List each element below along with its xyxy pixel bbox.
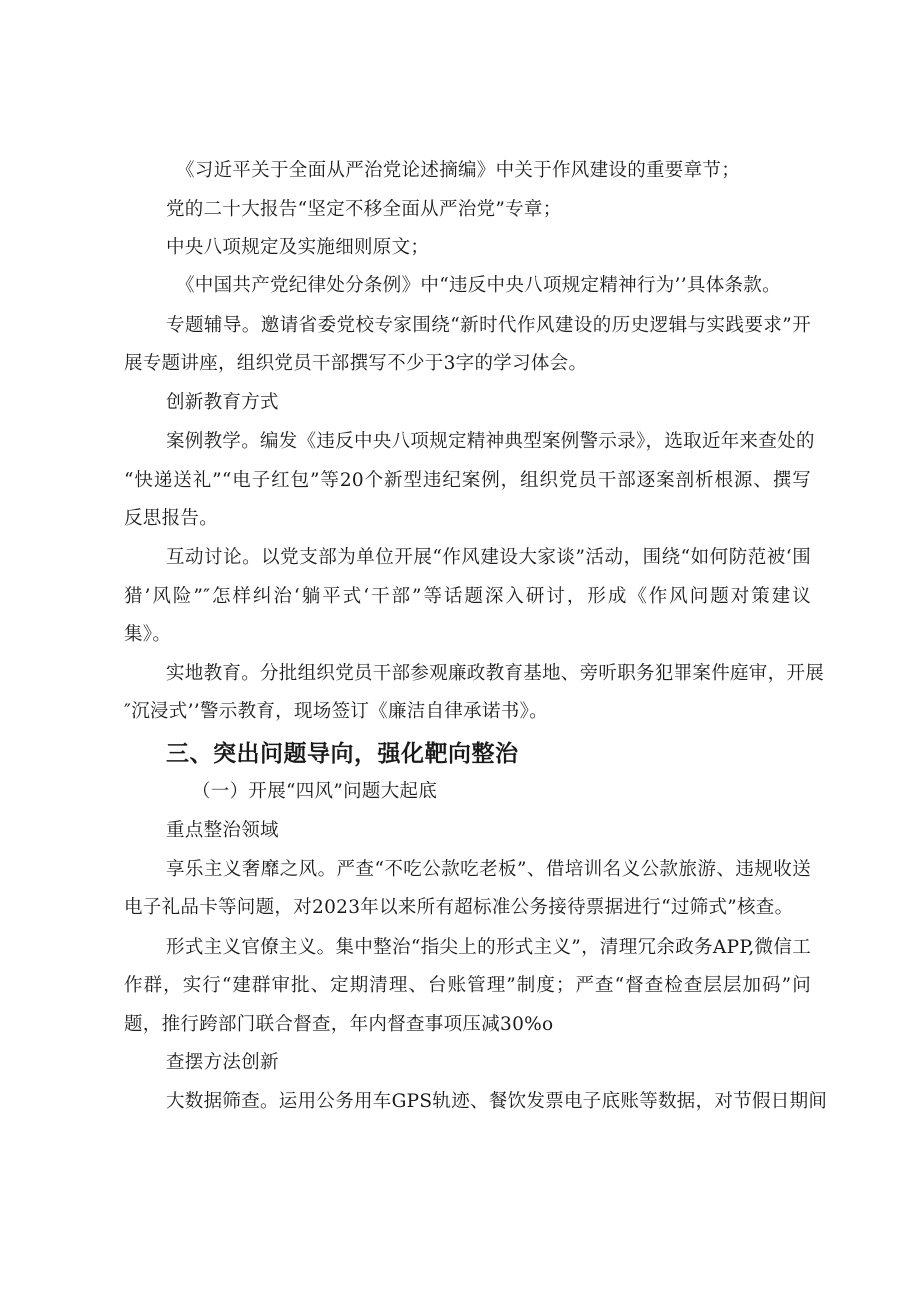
paragraph-first-line: 形式主义官僚主义。集中整治“指尖上的形式主义”，清理冗余政务APP,微信工	[166, 937, 811, 958]
text-line: 展专题讲座，组织党员干部撰写不少于3字的学习体会。	[124, 353, 588, 374]
text-line: 作群，实行“建群审批、定期清理、台账管理”制度；严查“督查检查层层加码”问	[124, 975, 811, 996]
text-line: 《习近平关于全面从严治党论述摘编》中关于作风建设的重要章节；	[176, 160, 741, 181]
paragraph-first-line: 案例教学。编发《违反中央八项规定精神典型案例警示录》，选取近年来查处的	[166, 431, 815, 452]
text-line: 中央八项规定及实施细则原文；	[166, 237, 430, 258]
paragraph-first-line: 实地教育。分批组织党员干部参观廉政教育基地、旁听职务犯罪案件庭审，开展	[166, 663, 825, 684]
text-line: 党的二十大报告“坚定不移全面从严治党”专章；	[166, 199, 562, 220]
subheading: 查摆方法创新	[166, 1052, 279, 1073]
subheading: 重点整治领域	[166, 820, 279, 841]
text-line: 集》。	[124, 624, 172, 645]
section-heading: 三、突出问题导向，强化靶向整治	[166, 741, 519, 767]
paragraph-first-line: 专题辅导。邀请省委党校专家围绕“新时代作风建设的历史逻辑与实践要求”开	[166, 315, 811, 336]
paragraph-first-line: 享乐主义奢靡之风。严查“不吃公款吃老板”、借培训名义公款旅游、违规收送	[166, 859, 811, 880]
text-line: 反思报告。	[124, 508, 219, 529]
text-line: “快递送礼”“电子红包”等20个新型违纪案例，组织党员干部逐案剖析根源、撰写	[124, 470, 811, 491]
text-line: ″沉浸式’’警示教育，现场签订《廉洁自律承诺书》。	[124, 701, 548, 722]
text-line: 题，推行跨部门联合督查，年内督查事项压减30%o	[124, 1014, 554, 1035]
text-line: 《中国共产党纪律处分条例》中“违反中央八项规定精神行为’’具体条款。	[176, 275, 781, 296]
subheading: 创新教育方式	[166, 392, 279, 413]
text-line: 猎’风险”″怎样纠治‘躺平式‘干部”等话题深入研讨，形成《作风问题对策建议	[124, 586, 811, 607]
paragraph-first-line: 互动讨论。以党支部为单位开展“作风建设大家谈”活动，围绕“如何防范被‘围	[166, 547, 811, 568]
subsection-heading: （一）开展“四风”问题大起底	[192, 781, 438, 802]
text-line: 电子礼品卡等问题，对2023年以来所有超标准公务接待票据进行“过筛式”核查。	[124, 897, 794, 918]
paragraph-first-line: 大数据筛查。运用公务用车GPS轨迹、餐饮发票电子底账等数据，对节假日期间	[166, 1091, 828, 1112]
